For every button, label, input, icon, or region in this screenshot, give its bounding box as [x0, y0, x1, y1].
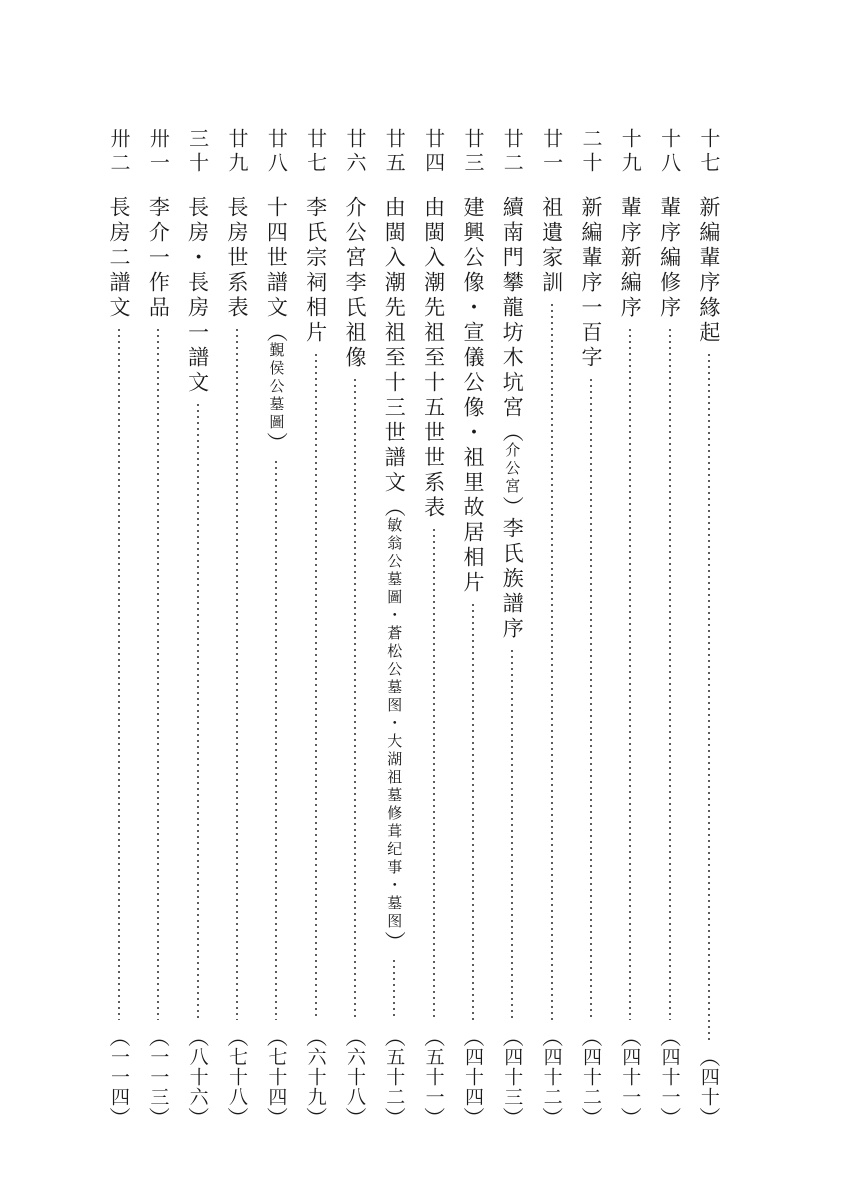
dot-leader — [197, 402, 199, 1020]
toc-entry[interactable] — [694, 128, 724, 1128]
entry-title: 李氏宗祠相片 — [303, 196, 328, 346]
entry-title: 輩序新編序 — [618, 196, 643, 321]
entry-number: 廿六 — [342, 128, 367, 176]
entry-title: 長房二譜文 — [107, 196, 131, 321]
dot-leader — [315, 352, 317, 1020]
entry-title: 由閩入潮先祖至十三世譜文︵敏翁公墓圖・蒼松公墓图・大湖祖墓修葺纪事・墓图︶ — [382, 196, 407, 952]
entry-title: 輩序編修序 — [657, 196, 682, 321]
toc-entry[interactable] — [458, 128, 488, 1128]
table-of-contents — [104, 128, 724, 1128]
entry-title-part: 續南門攀龍坊木坑宮 — [500, 196, 525, 421]
toc-entry[interactable] — [655, 128, 685, 1128]
dot-leader — [551, 302, 553, 1020]
entry-page-number: 四十 — [697, 1067, 720, 1107]
entry-page-number: 四十一 — [619, 1047, 642, 1107]
entry-number: 十七 — [696, 128, 721, 176]
entry-page: ︵六十八︶ — [342, 1026, 367, 1128]
toc-entry[interactable] — [301, 128, 331, 1128]
dot-leader — [511, 648, 513, 1020]
dot-leader — [354, 377, 356, 1020]
entry-title: 續南門攀龍坊木坑宮︵介公宮︶李氏族譜序 — [500, 196, 525, 642]
entry-title: 新編輩序緣起 — [696, 196, 721, 346]
entry-page-number: 四十四 — [461, 1047, 484, 1107]
toc-entry[interactable] — [379, 128, 409, 1128]
dot-leader — [472, 602, 474, 1020]
entry-page-number: 一一四 — [108, 1047, 130, 1107]
toc-entry[interactable] — [497, 128, 527, 1128]
entry-title: 由閩入潮先祖至十五世世系表 — [421, 196, 446, 521]
toc-entry[interactable] — [104, 128, 134, 1128]
entry-number: 廿九 — [224, 128, 249, 176]
entry-number: 二十 — [578, 128, 603, 176]
entry-number: 廿一 — [539, 128, 564, 176]
entry-title: 長房世系表 — [224, 196, 249, 321]
entry-page: ︵四十二︶ — [539, 1026, 564, 1128]
entry-number: 三十 — [185, 128, 210, 176]
entry-page: ︵四十︶ — [696, 1046, 721, 1128]
entry-number: 卅二 — [107, 128, 131, 176]
entry-title: 新編輩序一百字 — [578, 196, 603, 371]
entry-page-number: 四十一 — [658, 1047, 681, 1107]
entry-page: ︵四十二︶ — [578, 1026, 603, 1128]
dot-leader — [708, 352, 710, 1040]
dot-leader — [393, 958, 395, 1020]
entry-page: ︵一一四︶ — [107, 1026, 131, 1128]
entry-page: ︵四十一︶ — [618, 1026, 643, 1128]
dot-leader — [669, 327, 671, 1020]
toc-entry[interactable] — [419, 128, 449, 1128]
entry-page-number: 一一三 — [147, 1047, 170, 1107]
entry-number: 廿三 — [460, 128, 485, 176]
toc-entry[interactable] — [576, 128, 606, 1128]
entry-title-part: 李氏族譜序 — [500, 517, 525, 642]
entry-page-number: 六十九 — [304, 1047, 327, 1107]
entry-title-part: 由閩入潮先祖至十三世譜文 — [382, 196, 407, 496]
dot-leader — [118, 327, 120, 1020]
entry-page-number: 七十四 — [265, 1047, 288, 1107]
dot-leader — [236, 327, 238, 1020]
entry-page-number: 四十二 — [579, 1047, 602, 1107]
entry-number: 十九 — [618, 128, 643, 176]
entry-page-number: 八十六 — [186, 1047, 209, 1107]
entry-number: 廿二 — [500, 128, 525, 176]
entry-note: 介公宮 — [503, 442, 522, 496]
dot-leader — [433, 527, 435, 1020]
entry-number: 廿五 — [382, 128, 407, 176]
entry-page-number: 五十一 — [422, 1047, 445, 1107]
entry-page-number: 四十三 — [501, 1047, 524, 1107]
toc-entry[interactable] — [261, 128, 291, 1128]
entry-title: 祖遺家訓 — [539, 196, 564, 296]
toc-entry[interactable] — [340, 128, 370, 1128]
entry-page-number: 四十二 — [540, 1047, 563, 1107]
dot-leader — [590, 377, 592, 1020]
entry-page: ︵七十四︶ — [264, 1026, 289, 1128]
toc-entry[interactable] — [183, 128, 213, 1128]
entry-page-number: 七十八 — [225, 1047, 248, 1107]
entry-title: 長房・長房一譜文 — [185, 196, 210, 396]
entry-title: 李介一作品 — [146, 196, 171, 321]
entry-page-number: 五十二 — [383, 1047, 406, 1107]
entry-number: 廿八 — [264, 128, 289, 176]
toc-entry[interactable] — [537, 128, 567, 1128]
dot-leader — [275, 459, 277, 1020]
entry-title: 建興公像・宣儀公像・祖里故居相片 — [460, 196, 485, 596]
dot-leader — [157, 327, 159, 1020]
entry-note: 覲侯公墓圖 — [267, 342, 286, 432]
entry-page: ︵一一三︶ — [146, 1026, 171, 1128]
toc-entry[interactable] — [222, 128, 252, 1128]
entry-number: 廿七 — [303, 128, 328, 176]
entry-page: ︵七十八︶ — [224, 1026, 249, 1128]
entry-number: 十八 — [657, 128, 682, 176]
dot-leader — [629, 327, 631, 1020]
toc-entry[interactable] — [143, 128, 173, 1128]
entry-title: 十四世譜文︵覲侯公墓圖︶ — [264, 196, 289, 453]
toc-entry[interactable] — [615, 128, 645, 1128]
entry-title-part: 十四世譜文 — [264, 196, 289, 321]
entry-page: ︵四十四︶ — [460, 1026, 485, 1128]
entry-page: ︵四十一︶ — [657, 1026, 682, 1128]
entry-page: ︵五十二︶ — [382, 1026, 407, 1128]
entry-note: 敏翁公墓圖・蒼松公墓图・大湖祖墓修葺纪事・墓图 — [385, 517, 404, 931]
entry-number: 廿四 — [421, 128, 446, 176]
entry-page: ︵八十六︶ — [185, 1026, 210, 1128]
entry-page: ︵六十九︶ — [303, 1026, 328, 1128]
entry-page-number: 六十八 — [343, 1047, 366, 1107]
entry-page: ︵四十三︶ — [500, 1026, 525, 1128]
entry-title: 介公宮李氏祖像 — [342, 196, 367, 371]
entry-page: ︵五十一︶ — [421, 1026, 446, 1128]
entry-number: 卅一 — [146, 128, 171, 176]
